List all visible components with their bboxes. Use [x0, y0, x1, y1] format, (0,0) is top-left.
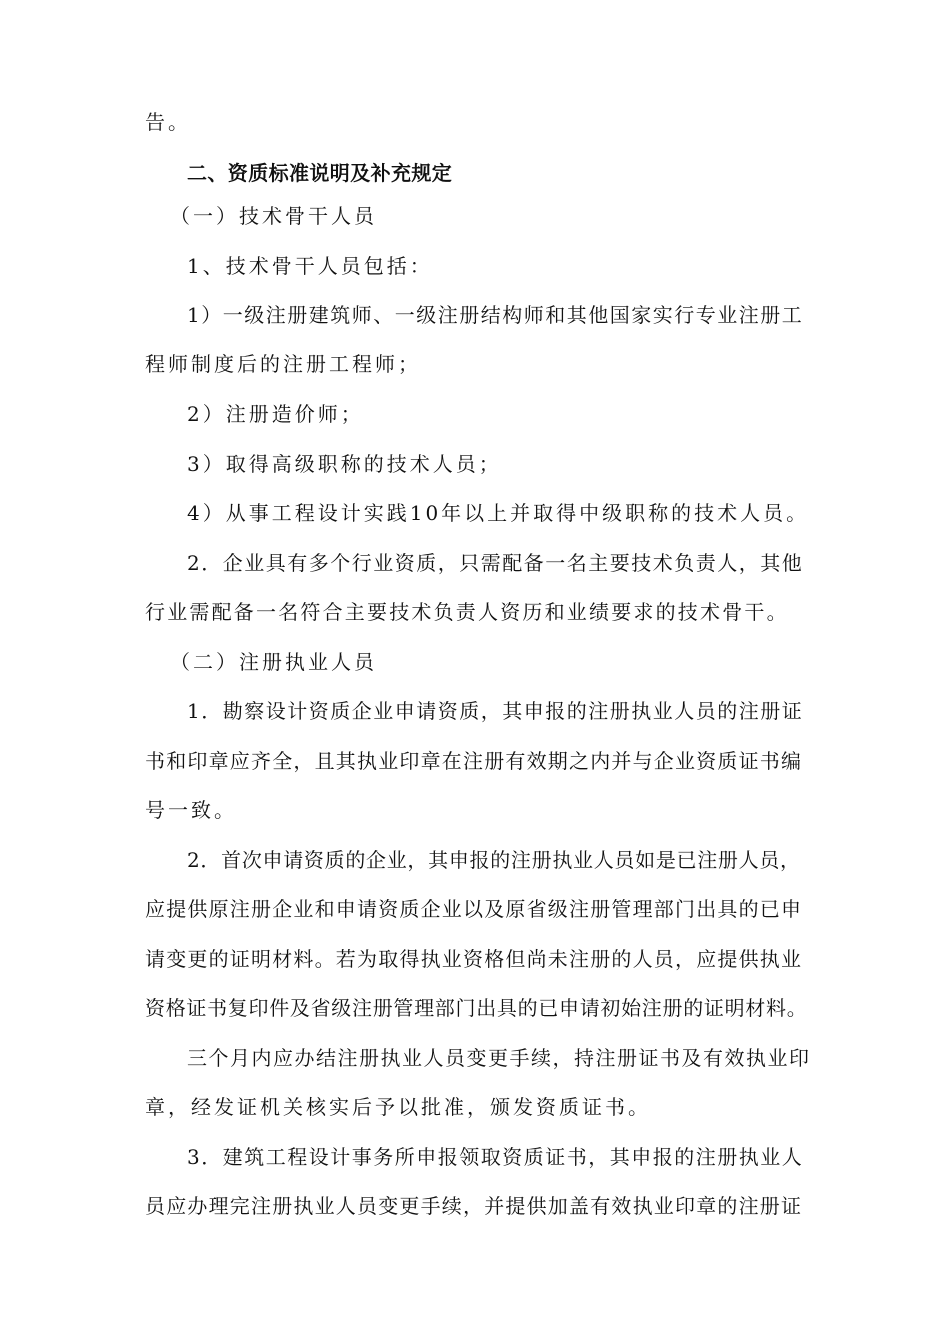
text-line: 行业需配备一名符合主要技术负责人资历和业绩要求的技术骨干。: [145, 600, 789, 624]
text-line: 2）注册造价师；: [187, 402, 364, 426]
text-line: 3．建筑工程设计事务所申报领取资质证书，其申报的注册执业人: [187, 1145, 804, 1169]
text-line: 告。: [145, 110, 191, 134]
text-line: 3）取得高级职称的技术人员；: [187, 452, 502, 476]
text-line: 4）从事工程设计实践10年以上并取得中级职称的技术人员。: [187, 501, 810, 525]
text-line: 2．首次申请资质的企业，其申报的注册执业人员如是已注册人员，: [187, 848, 801, 872]
text-line: 程师制度后的注册工程师；: [145, 352, 421, 376]
subsection-heading: （二）注册执业人员: [170, 650, 377, 674]
text-line: 号一致。: [145, 798, 237, 822]
text-line: 员应办理完注册执业人员变更手续，并提供加盖有效执业印章的注册证: [145, 1194, 803, 1218]
text-line: 章，经发证机关核实后予以批准，颁发资质证书。: [145, 1095, 651, 1119]
text-line: 资格证书复印件及省级注册管理部门出具的已申请初始注册的证明材料。: [145, 996, 808, 1020]
text-line: 1）一级注册建筑师、一级注册结构师和其他国家实行专业注册工: [187, 303, 804, 327]
text-line: 1．勘察设计资质企业申请资质，其申报的注册执业人员的注册证: [187, 699, 804, 723]
subsection-heading: （一）技术骨干人员: [170, 204, 377, 228]
text-line: 1、技术骨干人员包括：: [187, 254, 433, 278]
text-line: 书和印章应齐全，且其执业印章在注册有效期之内并与企业资质证书编: [145, 749, 803, 773]
text-line: 2．企业具有多个行业资质，只需配备一名主要技术负责人，其他: [187, 551, 804, 575]
section-heading: 二、资质标准说明及补充规定: [187, 161, 453, 185]
text-line: 应提供原注册企业和申请资质企业以及原省级注册管理部门出具的已申: [145, 897, 803, 921]
text-line: 三个月内应办结注册执业人员变更手续，持注册证书及有效执业印: [187, 1046, 811, 1070]
text-line: 请变更的证明材料。若为取得执业资格但尚未注册的人员，应提供执业: [145, 947, 803, 971]
